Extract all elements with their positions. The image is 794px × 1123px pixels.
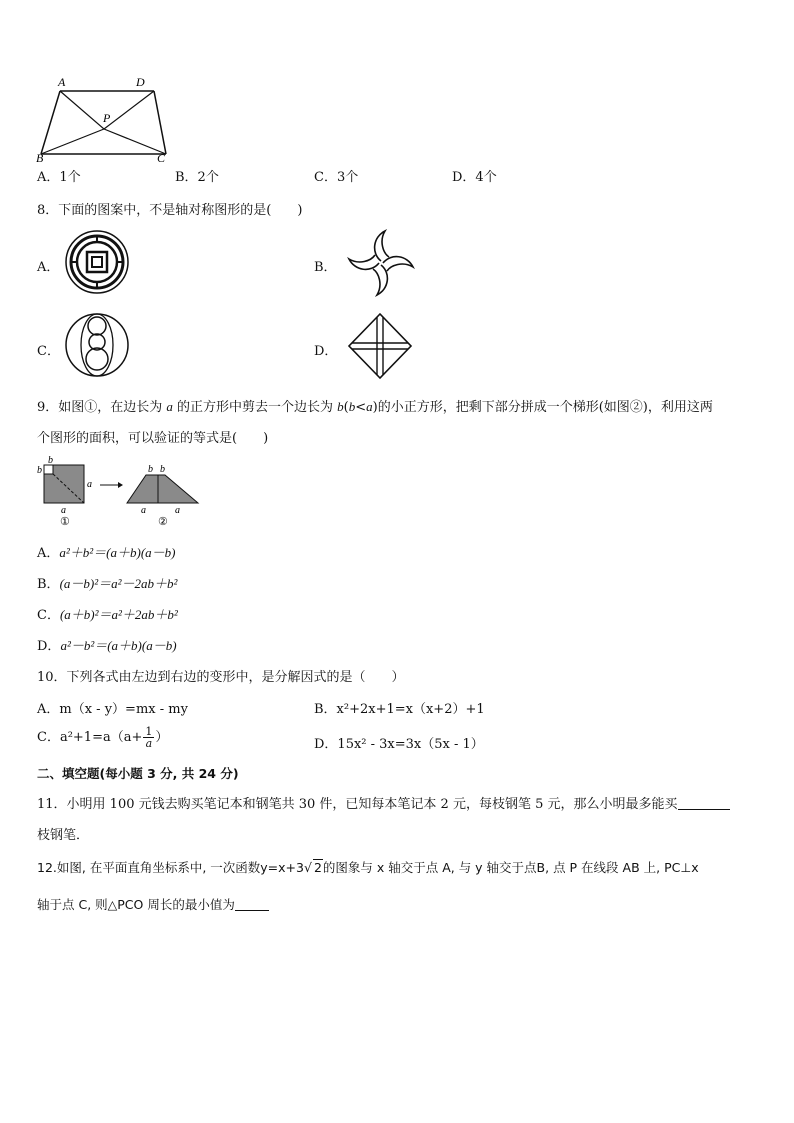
fraction-denominator: a [145,737,153,750]
q9-option-c [37,604,178,623]
q9-var-a2: a [366,399,373,414]
q8-label-c: C． [37,344,60,359]
q9-var-b: b [337,399,344,414]
q12-text-b: 的图象与 x 轴交于点 A, 与 y 轴交于点B, 点 P 在线段 AB 上, PC⊥x [322,860,699,875]
q8-label-b: B． [314,260,337,275]
q8-label-d: D． [314,344,338,359]
fig1-num: ① [60,515,70,528]
q9-stem-part1: 9．如图①，在边长为 [37,400,167,415]
q12-text-a: 12.如图, 在平面直角坐标系中, 一次函数y=x+3 [37,860,304,875]
q9-var-a: a [166,399,173,414]
q9-option-a-label: A． [37,546,60,561]
trapezoid-svg [34,72,174,164]
coin-pattern-figure [64,229,130,299]
q9-option-d-label: D． [37,639,61,654]
fig2-b1: b [148,464,153,475]
square-trapezoid-figure [34,455,214,534]
q9-stem-part3: )的小正方形，把剩下部分拼成一个梯形(如图②)，利用这两 [372,400,713,415]
q9-option-a [37,542,176,561]
q10-option-c [37,726,168,749]
q12-answer-blank[interactable] [235,898,269,911]
q7-option-d: D．4个 [452,170,497,185]
q9-option-d [37,635,177,654]
q9-option-b-label: B． [37,577,60,592]
fig2-a1: a [141,505,146,516]
fraction [143,726,154,749]
q10-stem: 10．下列各式由左边到右边的变形中，是分解因式的是（ ） [37,670,405,685]
q7-option-b: B．2个 [175,170,219,185]
sqrt-radicand: 2 [313,860,322,875]
fig1-b-top: b [48,455,53,466]
q9-paren: ( [343,400,349,415]
q7-option-a: A．1个 [37,170,81,185]
q9-option-c-expr: (a＋b)²＝a²＋2ab＋b² [59,607,178,622]
fig1-b-left: b [37,465,42,476]
label-C: C [157,151,166,164]
q10-option-a: A．m（x - y）=mx - my [37,702,188,717]
stacked-circles-figure [64,312,130,382]
q9-lt: < [355,400,367,415]
q11-line2: 枝钢笔． [37,828,90,843]
label-P: P [103,111,111,125]
q9-option-b-expr: (a－b)²＝a²－2ab＋b² [59,576,178,591]
q9-stem-line2: 个图形的面积，可以验证的等式是( ) [37,431,269,446]
q12-text-c: 轴于点 C, 则△PCO 周长的最小值为 [37,897,235,912]
label-D: D [136,75,145,89]
q9-option-a-expr: a²＋b²＝(a＋b)(a－b) [59,545,176,560]
q11-answer-blank[interactable] [678,797,730,810]
q9-option-d-expr: a²－b²＝(a＋b)(a－b) [60,638,177,653]
fig2-num: ② [158,515,168,528]
q10-option-c-post: ） [155,730,169,745]
q11-text: 11．小明用 100 元钱去购买笔记本和钢笔共 30 件，已知每本笔记本 2 元，每枝钢笔 5 元，那么小明最多能买 [37,797,678,812]
fig2-b2: b [160,464,165,475]
q9-var-b2: b [348,399,356,414]
sqrt-sign: √ [303,860,312,875]
fig1-a-bottom: a [61,505,66,516]
q8-label-a: A． [37,260,60,275]
q9-stem-line1 [37,396,713,415]
q9-option-c-label: C． [37,608,60,623]
pinwheel-figure [345,228,417,302]
q8-stem: 8．下面的图案中，不是轴对称图形的是( ) [37,203,303,218]
diamond-figure [347,312,413,384]
q11-line1 [37,793,730,812]
q12-line2 [37,895,269,913]
fraction-numerator: 1 [145,725,153,738]
q10-option-c-pre: C．a²+1=a（a+ [37,730,143,745]
q9-option-b [37,573,177,592]
trapezoid-figure [34,72,174,164]
q10-option-d: D．15x² - 3x=3x（5x - 1） [314,737,484,752]
q10-option-b: B．x²+2x+1=x（x+2）+1 [314,702,485,717]
q7-option-c: C．3个 [314,170,359,185]
label-A: A [58,75,66,89]
fig1-a-right: a [87,479,92,490]
fig2-a2: a [175,505,180,516]
q9-stem-part2: 的正方形中剪去一个边长为 [172,400,338,415]
label-B: B [36,151,44,164]
q12-line1 [37,858,699,876]
section-heading: 二、填空题(每小题 3 分, 共 24 分) [37,766,239,781]
